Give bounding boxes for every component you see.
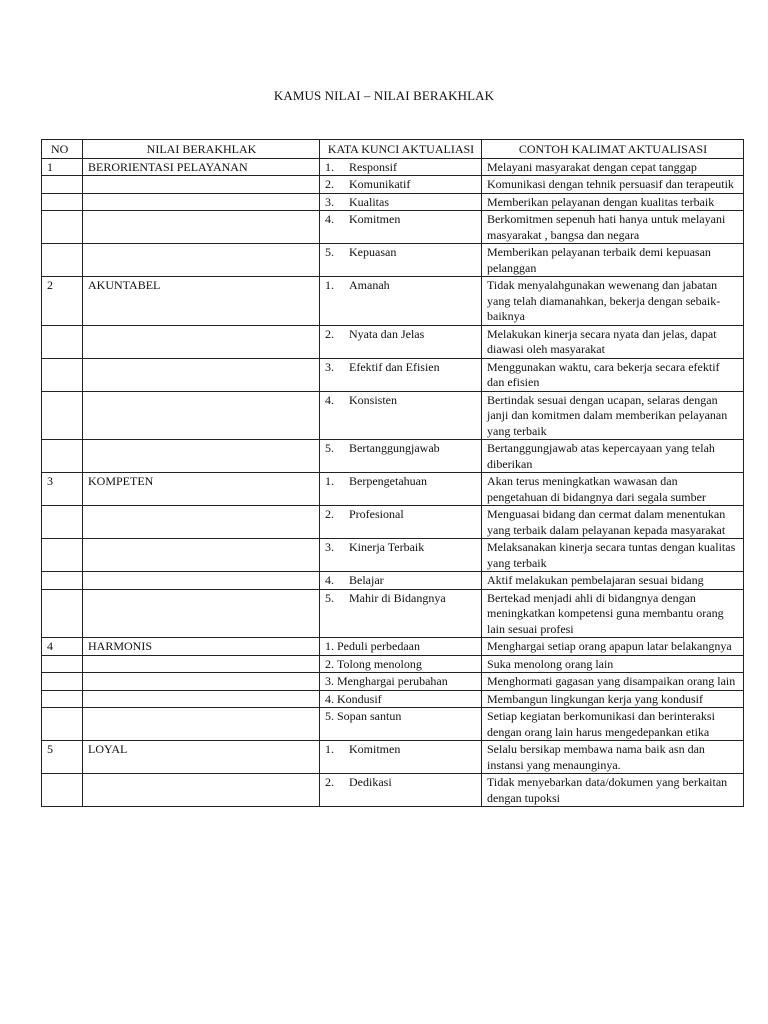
item-number: 2. (325, 326, 334, 341)
cell-nilai: HARMONIS (83, 638, 320, 656)
item-number: 5. (325, 441, 334, 455)
page-title: KAMUS NILAI – NILAI BERAKHLAK (273, 88, 495, 103)
cell-no (42, 193, 83, 211)
cell-contoh: Akan terus meningkatkan wawasan dan pengetahuan di bidangnya dari segala sumber (482, 473, 744, 506)
cell-no: 1 (42, 158, 83, 176)
table-row (42, 506, 744, 539)
cell-no (42, 589, 83, 638)
cell-contoh: Memberikan pelayanan terbaik demi kepuasan pelanggan (482, 244, 744, 277)
item-number: 4. (325, 573, 334, 587)
cell-contoh: Berkomitmen sepenuh hati hanya untuk melayani masyarakat , bangsa dan negara (482, 211, 744, 244)
table-row (42, 741, 744, 774)
cell-kata-kunci (320, 539, 482, 572)
cell-nilai (83, 211, 320, 244)
item-number: 2. (325, 775, 334, 789)
cell-kata-kunci (320, 244, 482, 277)
cell-kata-kunci (320, 638, 482, 656)
nilai-table (41, 139, 744, 807)
item-number: 1. (325, 159, 334, 174)
cell-nilai: LOYAL (83, 741, 320, 774)
cell-nilai (83, 774, 320, 807)
cell-no (42, 211, 83, 244)
cell-kata-kunci (320, 655, 482, 673)
cell-nilai (83, 193, 320, 211)
cell-nilai (83, 244, 320, 277)
cell-nilai: BERORIENTASI PELAYANAN (83, 158, 320, 176)
cell-kata-kunci (320, 325, 482, 358)
cell-contoh: Komunikasi dengan tehnik persuasif dan terapeutik (482, 176, 744, 194)
table-body (42, 158, 744, 807)
cell-nilai (83, 572, 320, 590)
table-row (42, 690, 744, 708)
cell-nilai: KOMPETEN (83, 473, 320, 506)
cell-kata-kunci (320, 277, 482, 326)
table-row (42, 358, 744, 391)
cell-contoh: Menguasai bidang dan cermat dalam menentukan yang terbaik dalam pelayanan kepada masyarakat (482, 506, 744, 539)
keyword-text: Responsif (349, 159, 397, 174)
item-number: 3. (325, 194, 334, 209)
cell-kata-kunci (320, 176, 482, 194)
cell-no: 4 (42, 638, 83, 656)
keyword-text: Komitmen (349, 212, 401, 226)
keyword-text: Konsisten (349, 392, 397, 407)
cell-kata-kunci (320, 211, 482, 244)
cell-no (42, 673, 83, 691)
item-number: 5. (325, 590, 334, 605)
item-number: 5. (325, 709, 334, 723)
cell-nilai (83, 708, 320, 741)
table-row (42, 440, 744, 473)
cell-no: 5 (42, 741, 83, 774)
table-header-row (42, 140, 744, 159)
keyword-text: Dedikasi (349, 775, 392, 789)
table-row (42, 244, 744, 277)
cell-kata-kunci (320, 690, 482, 708)
cell-nilai (83, 506, 320, 539)
cell-nilai (83, 539, 320, 572)
keyword-text: Nyata dan Jelas (349, 326, 425, 341)
cell-contoh: Selalu bersikap membawa nama baik asn dan instansi yang menaunginya. (482, 741, 744, 774)
cell-no (42, 774, 83, 807)
item-number: 5. (325, 245, 334, 259)
item-number: 4. (325, 691, 334, 706)
cell-contoh: Menggunakan waktu, cara bekerja secara efektif dan efisien (482, 358, 744, 391)
cell-contoh: Menghormati gagasan yang disampaikan orang lain (482, 673, 744, 691)
cell-contoh: Aktif melakukan pembelajaran sesuai bidang (482, 572, 744, 590)
item-number: 3. (325, 359, 334, 374)
table-row (42, 176, 744, 194)
cell-contoh: Memberikan pelayanan dengan kualitas terbaik (482, 193, 744, 211)
cell-contoh: Bertindak sesuai dengan ucapan, selaras dengan janji dan komitmen dalam memberikan pelayanan yang terbaik (482, 391, 744, 440)
cell-nilai (83, 176, 320, 194)
cell-kata-kunci (320, 589, 482, 638)
table-row (42, 158, 744, 176)
keyword-text: Komitmen (349, 742, 401, 756)
cell-kata-kunci (320, 673, 482, 691)
cell-contoh: Melakukan kinerja secara nyata dan jelas, dapat diawasi oleh masyarakat (482, 325, 744, 358)
keyword-text: Kepuasan (349, 245, 397, 259)
cell-kata-kunci (320, 774, 482, 807)
cell-no (42, 506, 83, 539)
table-row (42, 325, 744, 358)
cell-contoh: Bertekad menjadi ahli di bidangnya dengan meningkatkan kompetensi guna membantu orang lain sesuai profesi (482, 589, 744, 638)
item-number: 2. (325, 177, 334, 191)
table-row (42, 211, 744, 244)
cell-nilai (83, 440, 320, 473)
cell-kata-kunci (320, 391, 482, 440)
keyword-text: Tolong menolong (337, 656, 422, 671)
cell-no (42, 572, 83, 590)
cell-nilai (83, 690, 320, 708)
keyword-text: Komunikatif (349, 177, 411, 191)
cell-contoh: Menghargai setiap orang apapun latar belakangnya (482, 638, 744, 656)
cell-contoh: Membangun lingkungan kerja yang kondusif (482, 690, 744, 708)
table-row (42, 673, 744, 691)
keyword-text: Kondusif (337, 691, 382, 706)
cell-kata-kunci (320, 572, 482, 590)
cell-nilai (83, 589, 320, 638)
item-number: 1. (325, 474, 334, 488)
item-number: 1. (325, 278, 334, 292)
table-row (42, 391, 744, 440)
keyword-text: Kinerja Terbaik (349, 540, 425, 554)
cell-kata-kunci (320, 193, 482, 211)
table-row (42, 638, 744, 656)
cell-contoh: Melayani masyarakat dengan cepat tanggap (482, 158, 744, 176)
cell-nilai (83, 325, 320, 358)
table-row (42, 589, 744, 638)
table-row (42, 572, 744, 590)
cell-nilai (83, 391, 320, 440)
cell-no (42, 655, 83, 673)
cell-no (42, 391, 83, 440)
cell-no (42, 358, 83, 391)
item-number: 3. (325, 674, 334, 688)
keyword-text: Kualitas (349, 194, 389, 209)
item-number: 3. (325, 540, 334, 554)
keyword-text: Belajar (349, 573, 384, 587)
table-row (42, 708, 744, 741)
cell-contoh: Tidak menyalahgunakan wewenang dan jabatan yang telah diamanahkan, bekerja dengan sebaik-baiknya (482, 277, 744, 326)
keyword-text: Bertanggungjawab (349, 441, 440, 455)
item-number: 4. (325, 392, 334, 407)
cell-nilai: AKUNTABEL (83, 277, 320, 326)
cell-kata-kunci (320, 158, 482, 176)
cell-contoh: Bertanggungjawab atas kepercayaan yang telah diberikan (482, 440, 744, 473)
cell-nilai (83, 673, 320, 691)
keyword-text: Sopan santun (337, 709, 402, 723)
item-number: 2. (325, 656, 334, 671)
cell-contoh: Melaksanakan kinerja secara tuntas dengan kualitas yang terbaik (482, 539, 744, 572)
cell-kata-kunci (320, 358, 482, 391)
table-row (42, 473, 744, 506)
keyword-text: Peduli perbedaan (337, 639, 420, 653)
item-number: 1. (325, 742, 334, 756)
item-number: 2. (325, 507, 334, 521)
header-contoh: CONTOH KALIMAT AKTUALISASI (482, 140, 744, 159)
table-row (42, 655, 744, 673)
cell-contoh: Tidak menyebarkan data/dokumen yang berkaitan dengan tupoksi (482, 774, 744, 807)
cell-no (42, 176, 83, 194)
keyword-text: Menghargai perubahan (337, 674, 448, 688)
cell-kata-kunci (320, 473, 482, 506)
cell-kata-kunci (320, 708, 482, 741)
header-no: NO (42, 140, 83, 159)
cell-contoh: Setiap kegiatan berkomunikasi dan berinteraksi dengan orang lain harus mengedepankan etika (482, 708, 744, 741)
table-row (42, 774, 744, 807)
cell-no: 3 (42, 473, 83, 506)
header-nilai: NILAI BERAKHLAK (83, 140, 320, 159)
table-row (42, 193, 744, 211)
cell-nilai (83, 358, 320, 391)
cell-no (42, 244, 83, 277)
cell-kata-kunci (320, 440, 482, 473)
keyword-text: Profesional (349, 507, 404, 521)
cell-kata-kunci (320, 506, 482, 539)
cell-no (42, 708, 83, 741)
cell-kata-kunci (320, 741, 482, 774)
keyword-text: Berpengetahuan (349, 474, 427, 488)
cell-no (42, 440, 83, 473)
cell-no (42, 539, 83, 572)
cell-no: 2 (42, 277, 83, 326)
cell-no (42, 325, 83, 358)
keyword-text: Mahir di Bidangnya (349, 590, 446, 605)
cell-no (42, 690, 83, 708)
item-number: 4. (325, 212, 334, 226)
table-row (42, 539, 744, 572)
table-row (42, 277, 744, 326)
item-number: 1. (325, 639, 334, 653)
keyword-text: Amanah (349, 278, 390, 292)
cell-nilai (83, 655, 320, 673)
header-kata-kunci: KATA KUNCI AKTUALIASI (320, 140, 482, 159)
keyword-text: Efektif dan Efisien (349, 359, 440, 374)
cell-contoh: Suka menolong orang lain (482, 655, 744, 673)
